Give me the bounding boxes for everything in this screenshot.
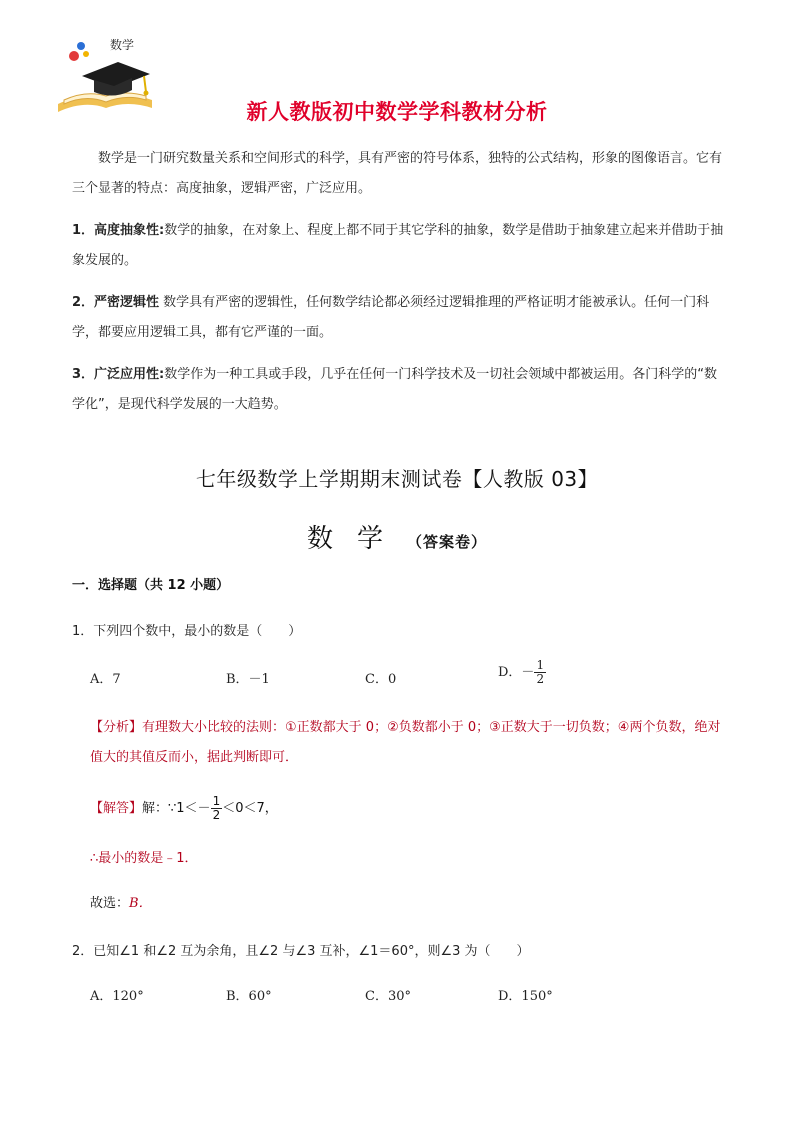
answer-pre: 解：∵1＜－ [142,801,211,816]
page-title: 新人教版初中数学学科教材分析 [246,100,548,124]
choice-label: 故选： [90,896,130,911]
subject-heading [0,518,794,555]
answer-numerator: 1 [212,794,221,808]
answer-fraction [211,795,223,822]
answer-denominator: 2 [212,808,221,822]
feature-2-heading: 2．严密逻辑性 [72,295,160,310]
option-d [498,659,546,686]
subject-name: 数学 [306,524,407,554]
analysis-tag: 【分析】 [90,720,143,735]
q2-option-a: A．120° [90,989,144,1004]
question-1-analysis [90,713,730,773]
feature-2 [72,288,724,348]
answer-post: ＜0＜7， [222,801,278,816]
feature-1 [72,216,724,276]
answer-tag: 【解答】 [90,801,143,816]
question-1-choice [90,889,730,919]
q2-option-c: C．30° [365,989,411,1004]
option-a: A．7 [90,672,121,687]
question-2-stem: 2．已知∠1 和∠2 互为余角，且∠2 与∠3 互补，∠1＝60°，则∠3 为（ ） [72,944,530,959]
section-heading: 一．选择题（共 12 小题） [72,578,230,593]
subject-note: （答案卷） [407,533,488,551]
q2-option-b: B．60° [226,989,272,1004]
intro-paragraph: 数学是一门研究数量关系和空间形式的科学，具有严密的符号体系，独特的公式结构，形象的图像语言。它有三个显著的特点：高度抽象，逻辑严密，广泛应用。 [72,151,723,196]
option-d-label: D．－ [498,665,535,680]
option-d-fraction [534,659,546,686]
option-d-denominator: 2 [536,672,545,686]
analysis-text: 有理数大小比较的法则：①正数都大于 0；②负数都小于 0；③正数大于一切负数；④两个负数，绝对值大的其值反而小，据此判断即可． [90,720,721,765]
logo-label: 数学 [110,38,135,52]
option-d-numerator: 1 [536,658,545,672]
choice-value: B． [129,896,152,911]
feature-1-heading: 1．高度抽象性: [72,223,165,238]
option-c: C．0 [365,672,397,687]
question-1-stem: 1．下列四个数中，最小的数是（ ） [72,624,302,639]
feature-3-heading: 3．广泛应用性: [72,367,165,382]
feature-3 [72,360,724,420]
exam-title: 七年级数学上学期期末测试卷【人教版 03】 [195,467,599,491]
feature-3-text: 数学作为一种工具或手段，几乎在任何一门科学技术及一切社会领域中都被运用。各门科学的“数学化”，是现代科学发展的一大趋势。 [72,367,717,412]
q2-option-d: D．150° [498,989,553,1004]
feature-2-text: 数学具有严密的逻辑性，任何数学结论都必须经过逻辑推理的严格证明才能被承认。任何一门科学，都要应用逻辑工具，都有它严谨的一面。 [72,295,710,340]
question-1-answer [90,794,730,824]
feature-1-text: 数学的抽象，在对象上、程度上都不同于其它学科的抽象，数学是借助于抽象建立起来并借助于抽象发展的。 [72,223,724,268]
option-b: B．－1 [226,672,270,687]
question-1-conclusion: ∴最小的数是﹣1． [90,851,198,866]
